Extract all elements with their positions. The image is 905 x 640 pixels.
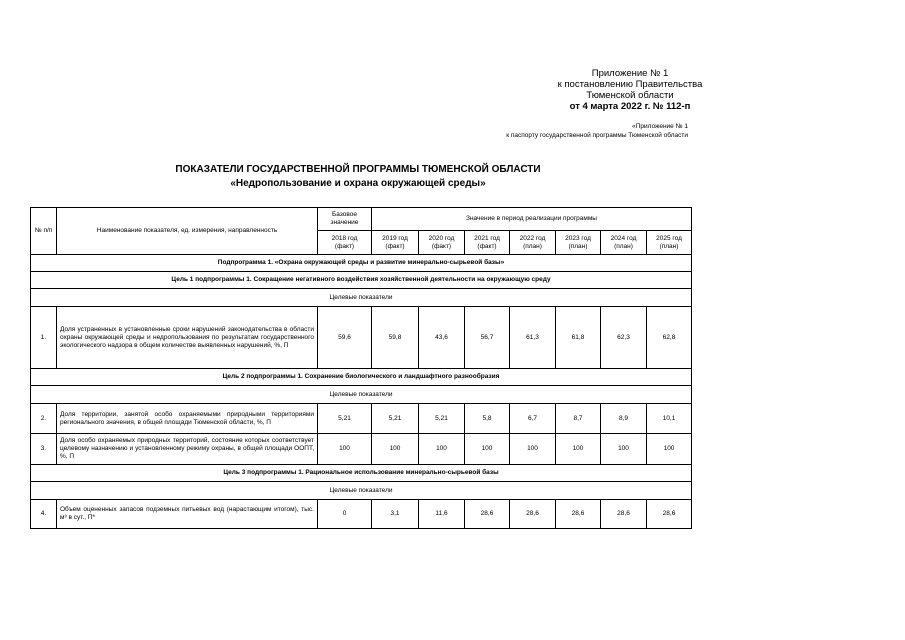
row-value: 5,8	[465, 404, 510, 434]
target-label: Целевые показатели	[31, 289, 692, 307]
row-value: 8,9	[601, 404, 647, 434]
header-num: № п/п	[31, 208, 57, 255]
goal-row	[31, 369, 692, 386]
row-value: 100	[556, 434, 601, 465]
row-value: 100	[419, 434, 465, 465]
row-value: 61,8	[556, 307, 601, 369]
target-label-row	[31, 386, 692, 404]
appendix-date: от 4 марта 2022 г. № 112-п	[569, 101, 691, 112]
target-label-row	[31, 482, 692, 500]
year-header: 2023 год (план)	[556, 231, 601, 255]
target-label-row	[31, 289, 692, 307]
header-row-1	[31, 208, 692, 231]
subappendix-block	[440, 122, 688, 140]
row-value: 28,6	[510, 500, 556, 529]
row-value: 62,8	[647, 307, 692, 369]
title-line-2: «Недропользование и охрана окружающей среды»	[230, 178, 486, 189]
subappendix-line-1: «Приложение № 1	[632, 123, 688, 130]
row-value: 100	[601, 434, 647, 465]
year-header: 2018 год (факт)	[318, 231, 372, 255]
title-line-1: ПОКАЗАТЕЛИ ГОСУДАРСТВЕННОЙ ПРОГРАММЫ ТЮМЕНСКОЙ ОБЛАСТИ	[175, 164, 541, 175]
goal-row	[31, 272, 692, 289]
year-header: 2021 год (факт)	[465, 231, 510, 255]
header-base: Базовое значение	[318, 208, 372, 231]
row-value: 28,6	[465, 500, 510, 529]
row-value: 100	[647, 434, 692, 465]
goal-row	[31, 465, 692, 482]
row-num: 3.	[31, 434, 57, 465]
year-header: 2020 год (факт)	[419, 231, 465, 255]
row-value: 100	[318, 434, 372, 465]
row-value: 59,8	[372, 307, 419, 369]
row-value: 8,7	[556, 404, 601, 434]
row-value: 5,21	[419, 404, 465, 434]
target-label: Целевые показатели	[31, 482, 692, 500]
subappendix-line-2: к паспорту государственной программы Тюменской области	[506, 132, 688, 139]
year-header: 2024 год (план)	[601, 231, 647, 255]
year-header: 2019 год (факт)	[372, 231, 419, 255]
header-period: Значение в период реализации программы	[372, 208, 692, 231]
row-value: 28,6	[647, 500, 692, 529]
table-row	[31, 434, 692, 465]
row-value: 43,6	[419, 307, 465, 369]
row-name: Доля территории, занятой особо охраняемыми природными территориями регионального значения, в общей площади Тюменской области, %, П	[57, 404, 318, 434]
table-row	[31, 307, 692, 369]
row-num: 2.	[31, 404, 57, 434]
document-title	[28, 163, 688, 191]
row-value: 10,1	[647, 404, 692, 434]
table-row	[31, 404, 692, 434]
row-name: Доля особо охраняемых природных территорий, состояние которых соответствует целевому назначению и установленному режиму охраны, в общей площади ООПТ, %, П	[57, 434, 318, 465]
row-value: 0	[318, 500, 372, 529]
subprogram-row	[31, 255, 692, 272]
row-value: 28,6	[556, 500, 601, 529]
row-name: Доля устраненных в установленные сроки нарушений законодательства в области охраны окружающей среды и недропользования по результатам государственного экологического надзора в общем количестве выявленных нарушений, %, П	[57, 307, 318, 369]
goal-2-heading: Цель 2 подпрограммы 1. Сохранение биологического и ландшафтного разнообразия	[31, 369, 692, 386]
row-value: 61,3	[510, 307, 556, 369]
goal-1-heading: Цель 1 подпрограммы 1. Сокращение негативного воздействия хозяйственной деятельности на окружающую среду	[31, 272, 692, 289]
appendix-line-1: Приложение № 1	[591, 68, 669, 79]
appendix-line-2: к постановлению Правительства	[557, 79, 703, 90]
indicators-table	[30, 207, 692, 529]
year-header: 2025 год (план)	[647, 231, 692, 255]
row-num: 1.	[31, 307, 57, 369]
year-header: 2022 год (план)	[510, 231, 556, 255]
row-value: 100	[372, 434, 419, 465]
target-label: Целевые показатели	[31, 386, 692, 404]
row-value: 3,1	[372, 500, 419, 529]
row-value: 62,3	[601, 307, 647, 369]
appendix-line-3: Тюменской области	[586, 90, 674, 101]
table-row	[31, 500, 692, 529]
goal-3-heading: Цель 3 подпрограммы 1. Рациональное использование минерально-сырьевой базы	[31, 465, 692, 482]
header-name: Наименование показателя, ед. измерения, направленность	[57, 208, 318, 255]
row-name: Объем оцененных запасов подземных питьевых вод (нарастающим итогом), тыс. м³ в сут., П*	[57, 500, 318, 529]
row-value: 100	[465, 434, 510, 465]
row-value: 28,6	[601, 500, 647, 529]
row-value: 5,21	[372, 404, 419, 434]
row-value: 56,7	[465, 307, 510, 369]
row-value: 5,21	[318, 404, 372, 434]
row-value: 11,6	[419, 500, 465, 529]
row-value: 59,6	[318, 307, 372, 369]
row-num: 4.	[31, 500, 57, 529]
row-value: 100	[510, 434, 556, 465]
appendix-block	[500, 68, 760, 112]
subprogram-heading: Подпрограмма 1. «Охрана окружающей среды и развитие минерально-сырьевой базы»	[31, 255, 692, 272]
row-value: 6,7	[510, 404, 556, 434]
